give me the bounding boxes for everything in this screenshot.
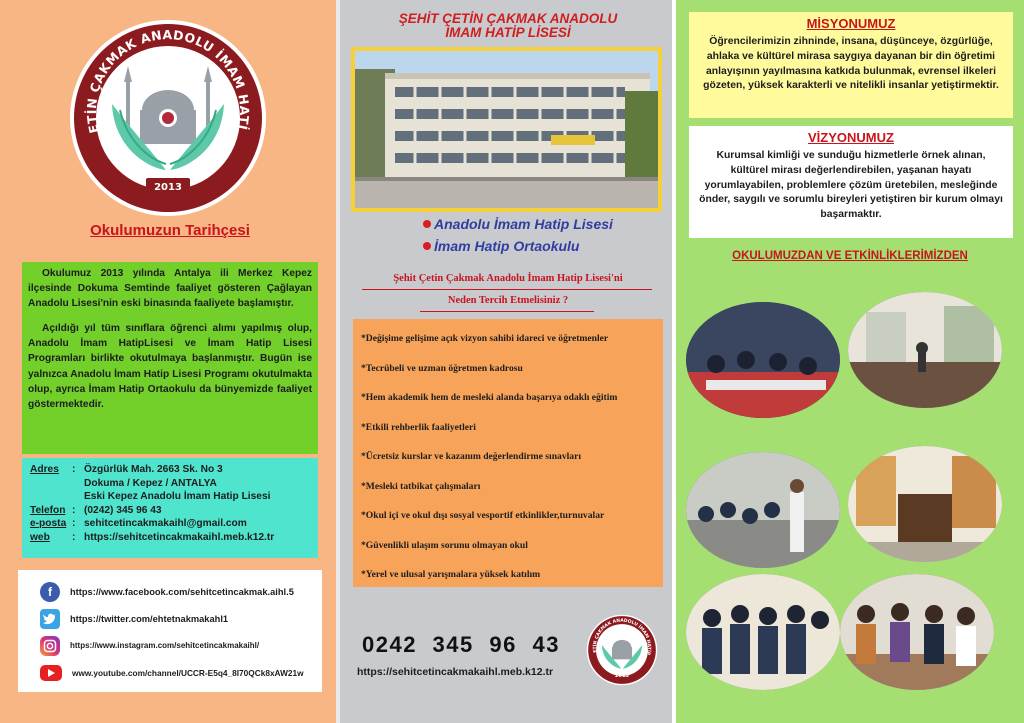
youtube-icon [40, 665, 62, 681]
vision-title: VİZYONUMUZ [808, 130, 894, 145]
logo-small-arc-text: ETİN ÇAKMAK ANADOLU İMAM HATİP [593, 618, 651, 656]
history-paragraph-1: Okulumuz 2013 yılında Antalya ili Merkez Kepez ilçesinde Dokuma Semtinde faaliyet gösteren Çağlayan Anadolu Lisesi'nin eski binasında faaliyete başlamıştır. [28, 268, 312, 310]
phone-label: Telefon [30, 504, 66, 516]
logo-arc-text: ETİN ÇAKMAK ANADOLU İMAM HATİ [83, 27, 253, 135]
social-twitter[interactable] [40, 605, 322, 632]
activity-photo [848, 292, 1002, 408]
mission-title: MİSYONUMUZ [806, 16, 896, 31]
activity-photo [848, 446, 1002, 562]
history-title: Okulumuzun Tarihçesi [90, 222, 250, 239]
school-logo [68, 18, 268, 218]
facebook-icon: f [40, 582, 60, 602]
list-item: *Hem akademik hem de mesleki alanda başarıya odaklı eğitim [361, 392, 618, 403]
web-row: web : https://sehitcetincakmakaihl.meb.k12.tr [30, 531, 275, 543]
twitter-icon [40, 609, 60, 629]
program-2 [423, 238, 579, 254]
address-sep: : [72, 464, 76, 475]
mission-text: Öğrencilerimizin zihninde, insana, düşünceye, özgürlüğe, ahlaka ve kültürel mirasa saygıya dayanan bir din öğretimi anlayışının yayılmasına katkıda bulunmak, evrensel ilkeleri gözeten, yüksek karakterli ve nitelikli insanlar yetiştirmektir. [703, 36, 999, 92]
logo-year: 2013 [154, 182, 182, 193]
list-item: *Mesleki tatbikat çalışmaları [361, 480, 481, 492]
list-item: *Tecrübeli ve uzman öğretmen kadrosu [361, 362, 523, 374]
address-line-3: Eski Kepez Anadolu İmam Hatip Lisesi [84, 491, 271, 503]
activity-photo [686, 452, 840, 568]
phone-row: Telefon : (0242) 345 96 43 [30, 504, 162, 516]
history-box [22, 262, 318, 454]
list-item: *Etkili rehberlik faaliyetleri [361, 421, 476, 433]
vision-text: Kurumsal kimliği ve sunduğu hizmetlerle örnek alınan, kültürel mirası değerlendirebilen, yaşanan hayatı yorumlayabilen, problemlere çözüm üretebilen, mesleğinde önder, saygılı ve sorumlu bireyleri yetiştiren bir kurum olmayı başarmaktır. [699, 150, 1003, 221]
instagram-icon [40, 636, 60, 656]
school-title-line-2: İMAM HATİP LİSESİ [445, 25, 571, 41]
history-paragraph-2: Açıldığı yıl tüm sınıflara öğrenci alımı yapılmış olup, Anadolu İmam HatipLisesi ve İmam Hatip Lisesi Programları birlikte okutulmaya başlanmıştır. Bugün ise yalnızca Anadolu İmam Hatip Lisesi Programı okutulmakta olup, ayrıca İmam Hatip Ortaokulu da bünyemizde faaliyet göstermektedir. [28, 323, 312, 410]
address-line-1: Özgürlük Mah. 2663 Sk. No 3 [84, 464, 223, 475]
bullet-icon [423, 242, 431, 250]
mission-box [689, 12, 1013, 118]
bullet-icon [423, 220, 431, 228]
vision-box [689, 126, 1013, 238]
list-item: *Okul içi ve okul dışı sosyal vesportif etkinlikler,turnuvalar [361, 510, 605, 521]
contact-box [22, 458, 318, 558]
activity-photo [686, 302, 840, 418]
school-title-line-1: ŞEHİT ÇETİN ÇAKMAK ANADOLU [398, 11, 618, 26]
web-label: web [30, 531, 50, 543]
phone-number[interactable]: 0242 345 96 43 [362, 632, 560, 657]
list-item: *Ücretsiz kurslar ve kazanım değerlendirme sınavları [361, 451, 582, 462]
school-title [340, 12, 676, 40]
reasons-list [353, 319, 663, 587]
website-link[interactable]: https://sehitcetincakmakaihl.meb.k12.tr [357, 666, 554, 678]
program-2-label: İmam Hatip Ortaokulu [434, 238, 580, 254]
list-item: *Değişime gelişime açık vizyon sahibi idareci ve öğretmenler [361, 333, 609, 344]
why-title-line-1: Şehit Çetin Çakmak Anadolu İmam Hatip Lisesi'ni [393, 273, 623, 284]
social-facebook[interactable] [40, 578, 322, 605]
activity-photo [840, 574, 994, 690]
address-line-2: Dokuma / Kepez / ANTALYA [84, 477, 217, 489]
email-value[interactable]: sehitcetincakmakaihl@gmail.com [84, 518, 247, 530]
program-1-label: Anadolu İmam Hatip Lisesi [434, 216, 613, 232]
phone-value: (0242) 345 96 43 [84, 504, 162, 516]
facebook-link[interactable]: https://www.facebook.com/sehitcetincakmak.aihl.5 [70, 586, 294, 597]
address-label: Adres [30, 464, 59, 475]
twitter-link[interactable]: https://twitter.com/ehtetnakmakahl1 [70, 613, 229, 624]
email-label: e-posta [30, 518, 67, 530]
address-row [30, 463, 310, 477]
instagram-link[interactable]: https://www.instagram.com/sehitcetincakmakaihl/ [70, 641, 260, 650]
school-building-photo [351, 47, 662, 212]
social-links [18, 570, 322, 692]
web-value[interactable]: https://sehitcetincakmakaihl.meb.k12.tr [84, 531, 275, 543]
divider [362, 289, 652, 290]
list-item: *Yerel ve ulusal yarışmalara yüksek katılım [361, 569, 541, 580]
activities-title: OKULUMUZDAN VE ETKİNLİKLERİMİZDEN [732, 250, 968, 262]
email-row: e-posta : sehitcetincakmakaihl@gmail.com [30, 518, 247, 530]
social-instagram[interactable] [40, 632, 322, 659]
divider [420, 311, 594, 312]
program-1 [423, 216, 613, 232]
youtube-link[interactable]: www.youtube.com/channel/UCCR-E5q4_8I70QCk8xAW21w [72, 667, 304, 678]
logo-small-year: 2013 [614, 673, 630, 679]
social-youtube[interactable] [40, 659, 322, 686]
school-logo-small [586, 614, 658, 686]
activity-photo [686, 574, 840, 690]
list-item: *Güvenlikli ulaşım sorunu olmayan okul [361, 539, 528, 551]
why-title-line-2: Neden Tercih Etmelisiniz ? [447, 295, 569, 306]
